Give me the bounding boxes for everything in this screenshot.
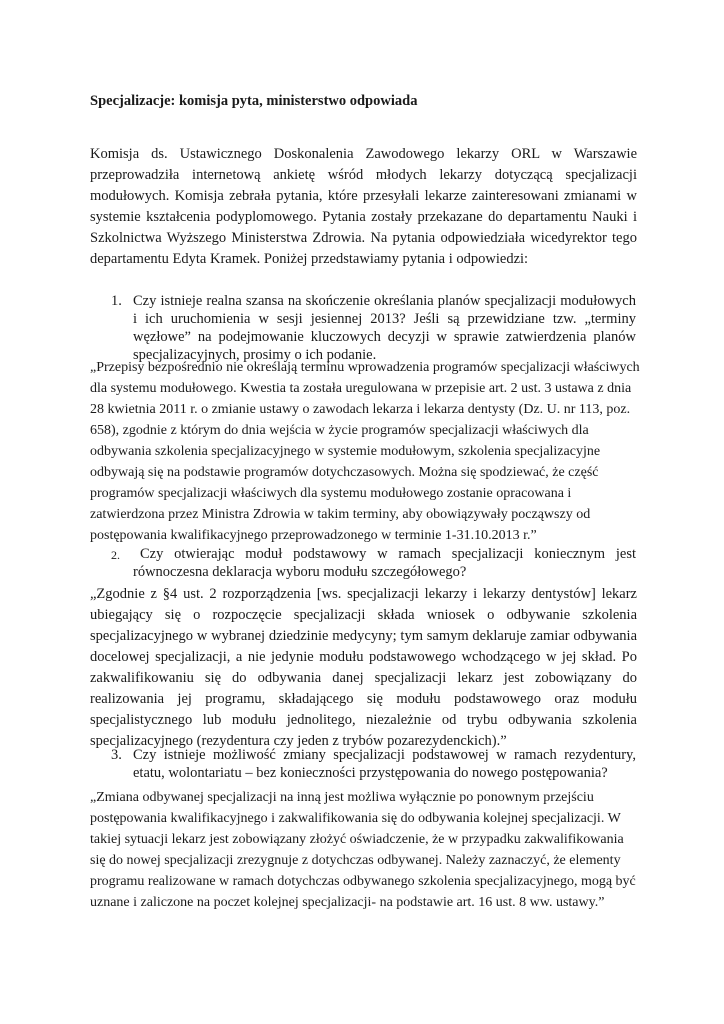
answer-2-text: „Zgodnie z §4 ust. 2 rozporządzenia [ws. specjalizacji lekarzy i lekarzy dentystów] lekarz ubiegający się o rozpoczęcie specjalizacji składa wniosek o odbywanie szkolenia specjalizacyjnego w wybranej dziedzinie medycyny; tym samym deklaruje zamiar odbywania docelowej specjalizacji, a nie jedynie modułu podstawowego wchodzącego w jej skład. Po zakwalifikowaniu się do odbywania danej specjalizacji lekarz jest zobowiązany do realizowania jej programu, składającego się modułu podstawowego oraz modułu specjalistycznego lub modułu jednolitego, niezależnie od trybu odbywania szkolenia specjalizacyjnego (rezydentura czy jeden z trybów pozarezydenckich).” [90,586,637,749]
question-2-text: Czy otwierając moduł podstawowy w ramach specjalizacji koniecznym jest równoczesna deklaracja wyboru modułu szczegółowego? [133,546,636,580]
question-1-number: 1. [111,293,122,309]
question-2-number: 2. [111,548,120,562]
question-1-text: Czy istnieje realna szansa na skończenie określania planów specjalizacji modułowych i ich uruchomienia w sesji jesiennej 2013? Jeśli są przewidziane tzw. „terminy węzłowe” na podejmowanie kluczowych decyzji w sprawie zatwierdzenia planów specjalizacyjnych, prosimy o ich podanie. [133,293,636,363]
answer-1-text: „Przepisy bezpośrednio nie określają terminu wprowadzenia programów specjalizacji właściwych dla systemu modułowego. Kwestia ta została uregulowana w przepisie art. 2 ust. 3 ustawa z dnia 28 kwietnia 2011 r. o zmianie ustawy o zawodach lekarza i lekarza dentysty (Dz. U. nr 113, poz. 658), zgodnie z którym do dnia wejścia w życie programów specjalizacji właściwych dla odbywania szkolenia specjalizacyjnego w systemie modułowym, szkolenia specjalizacyjne odbywają się na podstawie programów dotychczasowych. Można się spodziewać, że część programów specjalizacji właściwych dla systemu modułowego zostanie opracowana i zatwierdzona przez Ministra Zdrowia w takim terminy, aby obowiązywały począwszy od postępowania kwalifikacyjnego przeprowadzonego w terminie 1-31.10.2013 r.” [90,360,640,543]
question-3-text: Czy istnieje możliwość zmiany specjalizacji podstawowej w ramach rezydentury, etatu, wolontariatu – bez konieczności przystępowania do nowego postępowania? [133,747,636,781]
question-3-number: 3. [111,747,122,763]
answer-3-text: „Zmiana odbywanej specjalizacji na inną jest możliwa wyłącznie po ponownym przejściu postępowania kwalifikacyjnego i zakwalifikowania się do odbywania kolejnej specjalizacji. W takiej sytuacji lekarz jest zobowiązany złożyć oświadczenie, że w przypadku zakwalifikowania się do nowej specjalizacji zrezygnuje z dotychczas odbywanej. Należy zaznaczyć, że elementy programu realizowane w ramach dotychczas odbywanego szkolenia specjalizacyjnego, mogą być uznane i zaliczone na poczet kolejnej specjalizacji- na podstawie art. 16 ust. 8 ww. ustawy.” [90,790,636,910]
document-title: Specjalizacje: komisja pyta, ministerstwo odpowiada [90,93,418,109]
intro-paragraph: Komisja ds. Ustawicznego Doskonalenia Zawodowego lekarzy ORL w Warszawie przeprowadziła internetową ankietę wśród młodych lekarzy dotyczącą specjalizacji modułowych. Komisja zebrała pytania, które przesyłali lekarze zainteresowani zmianami w systemie kształcenia podyplomowego. Pytania zostały przekazane do departamentu Nauki i Szkolnictwa Wyższego Ministerstwa Zdrowia. Na pytania odpowiedziała wicedyrektor tego departamentu Edyta Kramek. Poniżej przedstawiamy pytania i odpowiedzi: [90,146,637,267]
